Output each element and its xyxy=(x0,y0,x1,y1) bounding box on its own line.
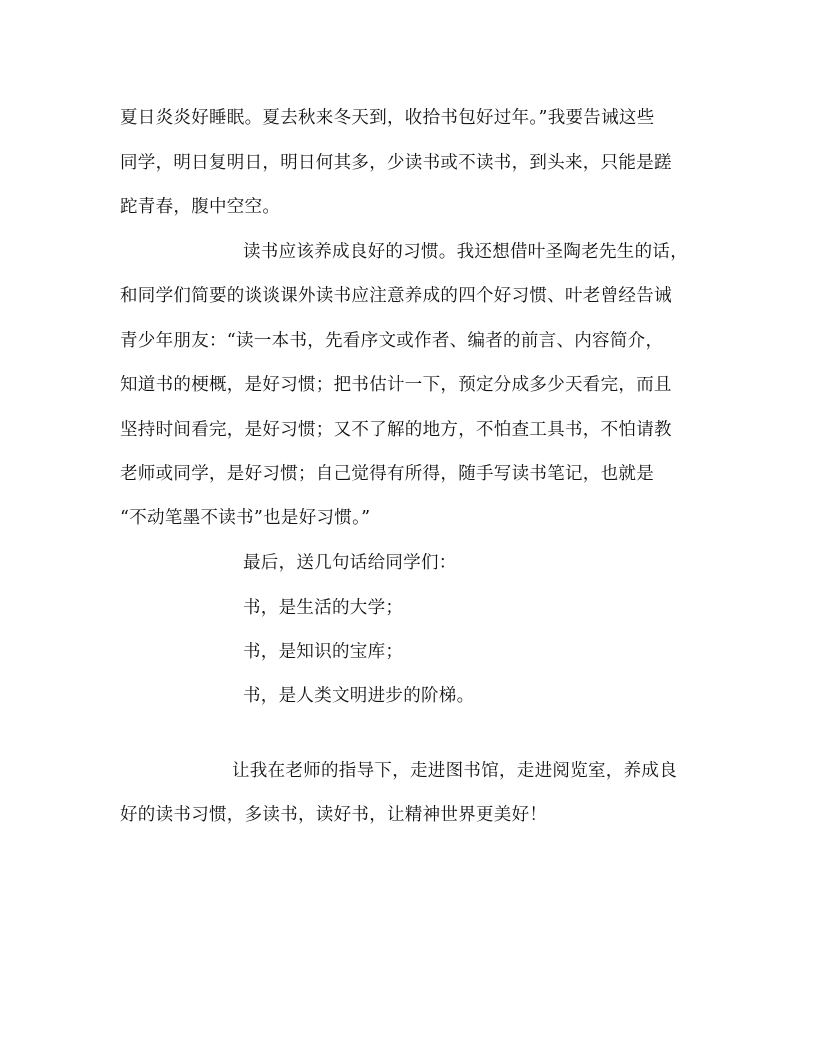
paragraph-line: 夏日炎炎好睡眠。夏去秋来冬天到，收拾书包好过年。”我要告诫这些 xyxy=(120,108,655,128)
closing-intro-line: 最后，送几句话给同学们： xyxy=(243,553,457,573)
paragraph-line: 和同学们简要的谈谈课外读书应注意养成的四个好习惯、叶老曾经告诫 xyxy=(120,286,672,306)
paragraph-line: 好的读书习惯，多读书，读好书，让精神世界更美好！ xyxy=(120,805,548,825)
paragraph-line: 让我在老师的指导下，走进图书馆，走进阅览室，养成良 xyxy=(232,761,677,781)
verse-line: 书，是生活的大学； xyxy=(243,598,404,618)
paragraph-line: “不动笔墨不读书”也是好习惯。” xyxy=(120,508,371,528)
paragraph-line: 知道书的梗概，是好习惯；把书估计一下，预定分成多少天看完，而且 xyxy=(120,375,672,395)
verse-line: 书，是人类文明进步的阶梯。 xyxy=(243,686,475,706)
paragraph-line: 跎青春，腹中空空。 xyxy=(120,197,281,217)
paragraph-line: 坚持时间看完，是好习惯；又不了解的地方，不怕查工具书，不怕请教 xyxy=(120,420,672,440)
paragraph-line: 同学，明日复明日，明日何其多，少读书或不读书，到头来，只能是蹉 xyxy=(120,153,672,173)
paragraph-line: 老师或同学，是好习惯；自己觉得有所得，随手写读书笔记，也就是 xyxy=(120,464,654,484)
verse-line: 书，是知识的宝库； xyxy=(243,642,404,662)
paragraph-line: 读书应该养成良好的习惯。我还想借叶圣陶老先生的话， xyxy=(243,242,688,262)
paragraph-line: 青少年朋友：“读一本书，先看序文或作者、编者的前言、内容简介， xyxy=(120,331,664,351)
